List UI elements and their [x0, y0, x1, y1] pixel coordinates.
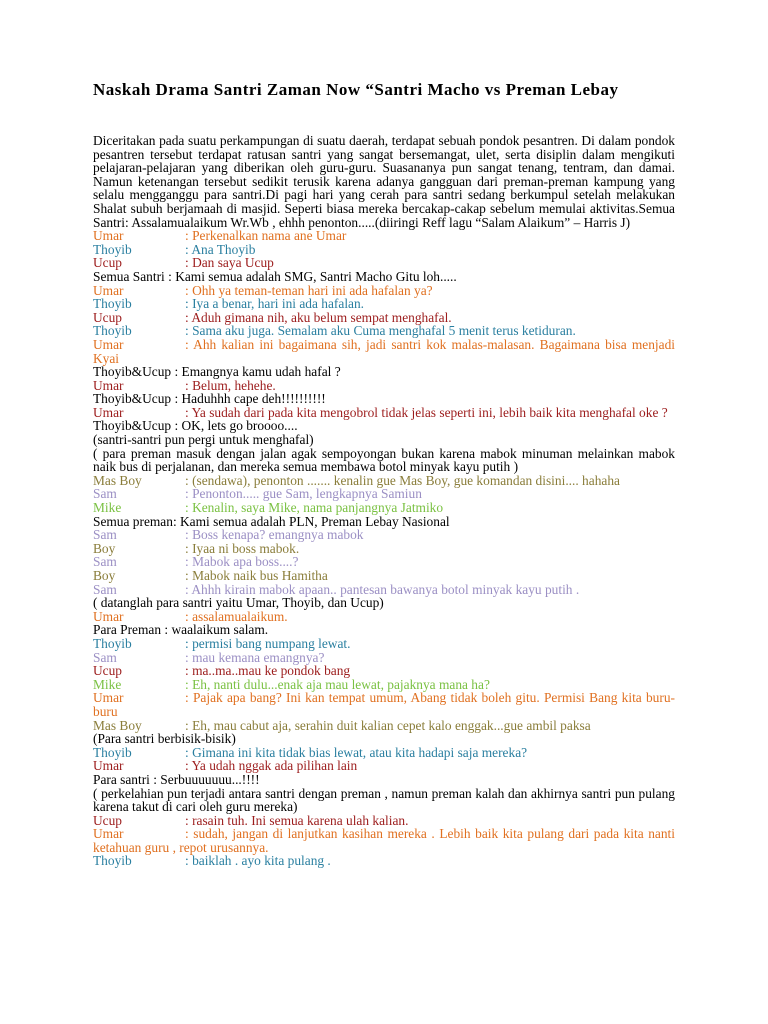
speaker-name: Mas Boy: [93, 717, 142, 733]
narration-line: ( datanglah para santri yaitu Umar, Thoyib, dan Ucup): [93, 595, 384, 611]
intro-paragraph: Diceritakan pada suatu perkampungan di suatu daerah, terdapat sebuah pondok pesantren. Di dalam pondok pesantren tersebut terdapat ratusan santri yang sangat bersemangat, ulet, serta disiplin dalam mengikuti pelajaran-pelajaran yang diberikan oleh guru-guru. Suasananya pun sangat tenang, tentram, dan damai. Namun ketenangan tersebut sedikit terusik karena adanya gangguan dari preman-preman kampung yang selalu mengganggu para santri.Di pagi hari yang cerah para santri sedang berkumpul setelah melakukan Shalat subuh berjamaah di masjid. Seperti biasa mereka bercakap-cakap sebelum memulai aktivitas.Semua Santri: Assalamualaikum Wr.Wb , ehhh penonton.....(diiringi Reff lagu “Salam Alaikum” – Harris J): [93, 133, 675, 230]
speaker-name: Thoyib: [93, 323, 132, 339]
dialogue-text: : Ya udah nggak ada pilihan lain: [185, 758, 358, 774]
dialogue-text: : ma..ma..mau ke pondok bang: [185, 663, 351, 679]
dialogue-text: : (sendawa), penonton ....... kenalin gue Mas Boy, gue komandan disini.... hahaha: [185, 472, 620, 488]
dialogue-line: [93, 542, 675, 556]
dialogue-text: : Ohh ya teman-teman hari ini ada hafalan ya?: [185, 282, 433, 298]
speaker-name: Thoyib: [93, 241, 132, 257]
dialogue-text: : assalamualaikum.: [185, 608, 288, 624]
dialogue-line: [93, 406, 675, 420]
dialogue-text: : Ahhh kirain mabok apaan.. pantesan bawanya botol minyak kayu putih .: [185, 581, 580, 597]
dialogue-line: [93, 814, 675, 828]
speaker-name: Mas Boy: [93, 472, 142, 488]
speaker-name: Sam: [93, 554, 117, 570]
speaker-name: Umar: [93, 282, 124, 298]
speaker-name: Ucup: [93, 309, 123, 325]
speaker-name: Ucup: [93, 663, 123, 679]
dialogue-text: : sudah, jangan di lanjutkan kasihan mereka . Lebih baik kita pulang dari pada kita nanti ketahuan guru , repot urusannya.: [93, 826, 675, 855]
speaker-name: Umar: [93, 690, 124, 706]
dialogue-text: : Ana Thoyib: [185, 241, 256, 257]
speaker-name: Ucup: [93, 812, 123, 828]
dialogue-text: : Sama aku juga. Semalam aku Cuma menghafal 5 menit terus ketiduran.: [185, 323, 576, 339]
dialogue-line: [93, 746, 675, 760]
dialogue-line: [93, 487, 675, 501]
dialogue-line: [93, 691, 675, 718]
dialogue-text: : Penonton..... gue Sam, lengkapnya Samiun: [185, 486, 422, 502]
dialogue-text: : Kenalin, saya Mike, nama panjangnya Jatmiko: [185, 500, 444, 516]
speaker-name: Sam: [93, 486, 117, 502]
speaker-name: Thoyib: [93, 853, 132, 869]
dialogue-line: [93, 569, 675, 583]
dialogue-text: : Ya sudah dari pada kita mengobrol tidak jelas seperti ini, lebih baik kita menghafal oke ?: [185, 404, 668, 420]
dialogue-text: : Boss kenapa? emangnya mabok: [185, 527, 364, 543]
dialogue-line: [93, 474, 675, 488]
speaker-name: Umar: [93, 608, 124, 624]
dialogue-line: [93, 610, 675, 624]
speaker-name: Umar: [93, 228, 124, 244]
dialogue-line: [93, 759, 675, 773]
dialogue-line: [93, 664, 675, 678]
dialogue-text: : rasain tuh. Ini semua karena ulah kalian.: [185, 812, 409, 828]
script-body: [93, 134, 675, 868]
dialogue-line: [93, 243, 675, 257]
dialogue-line: [93, 528, 675, 542]
dialogue-line: [93, 583, 675, 597]
speaker-name: Umar: [93, 826, 124, 842]
narration-line: Para Preman : waalaikum salam.: [93, 622, 269, 638]
dialogue-line: [93, 501, 675, 515]
narration-line: Semua Santri : Kami semua adalah SMG, Santri Macho Gitu loh.....: [93, 268, 457, 284]
dialogue-text: : Perkenalkan nama ane Umar: [185, 228, 347, 244]
speaker-name: Sam: [93, 649, 117, 665]
speaker-name: Boy: [93, 568, 116, 583]
dialogue-line: [93, 379, 675, 393]
dialogue-text: : Ahh kalian ini bagaimana sih, jadi santri kok malas-malasan. Bagaimana bisa menjadi Kyai: [93, 336, 675, 366]
dialogue-text: : Dan saya Ucup: [185, 255, 274, 271]
dialogue-line: [93, 555, 675, 569]
dialogue-text: : Aduh gimana nih, aku belum sempat menghafal.: [185, 309, 452, 325]
speaker-name: Thoyib: [93, 296, 132, 312]
dialogue-text: : Pajak apa bang? Ini kan tempat umum, Abang tidak boleh gitu. Permisi Bang kita buru-buru: [93, 690, 675, 719]
dialogue-text: : Eh, nanti dulu...enak aja mau lewat, pajaknya mana ha?: [185, 676, 490, 692]
dialogue-line: [93, 719, 675, 733]
dialogue-line: [93, 324, 675, 338]
dialogue-text: : Gimana ini kita tidak bias lewat, atau kita hadapi saja mereka?: [185, 744, 528, 760]
speaker-name: Mike: [93, 500, 122, 516]
dialogue-line: [93, 256, 675, 270]
dialogue-line: [93, 311, 675, 325]
stage-direction: ( perkelahian pun terjadi antara santri dengan preman , namun preman kalah dan akhirnya santri pun pulang karena takut di cari oleh guru mereka): [93, 785, 675, 815]
narration-line: Thoyib&Ucup : OK, lets go broooo....: [93, 418, 298, 434]
page-title: Naskah Drama Santri Zaman Now “Santri Macho vs Preman Lebay: [93, 80, 619, 99]
narration-line: Para santri : Serbuuuuuuu...!!!!: [93, 771, 260, 787]
narration-line: (santri-santri pun pergi untuk menghafal): [93, 432, 314, 448]
speaker-name: Sam: [93, 581, 117, 597]
dialogue-text: : Iya a benar, hari ini ada hafalan.: [185, 296, 365, 312]
speaker-name: Mike: [93, 676, 122, 692]
dialogue-text: : Mabok naik bus Hamitha: [185, 568, 328, 583]
dialogue-line: [93, 651, 675, 665]
stage-direction: ( para preman masuk dengan jalan agak sempoyongan bukan karena mabok minuman melainkan mabok naik bus di perjalanan, dan mereka semua membawa botol minyak kayu putih ): [93, 445, 675, 475]
dialogue-line: [93, 678, 675, 692]
narration-line: Semua preman: Kami semua adalah PLN, Preman Lebay Nasional: [93, 513, 450, 529]
speaker-name: Ucup: [93, 255, 123, 271]
narration-line: Thoyib&Ucup : Haduhhh cape deh!!!!!!!!!!: [93, 391, 326, 407]
speaker-name: Umar: [93, 377, 124, 393]
speaker-name: Umar: [93, 336, 124, 352]
dialogue-line: [93, 297, 675, 311]
dialogue-line: [93, 284, 675, 298]
narration-line: Thoyib&Ucup : Emangnya kamu udah hafal ?: [93, 364, 341, 380]
dialogue-line: [93, 338, 675, 365]
narration-line: (Para santri berbisik-bisik): [93, 731, 236, 747]
speaker-name: Thoyib: [93, 744, 132, 760]
dialogue-line: [93, 854, 675, 868]
dialogue-text: : Eh, mau cabut aja, serahin duit kalian cepet kalo enggak...gue ambil paksa: [185, 717, 591, 733]
speaker-name: Sam: [93, 527, 117, 543]
speaker-name: Umar: [93, 758, 124, 774]
dialogue-text: : permisi bang numpang lewat.: [185, 635, 351, 651]
dialogue-text: : baiklah . ayo kita pulang .: [185, 853, 331, 869]
speaker-name: Boy: [93, 540, 116, 556]
dialogue-line: [93, 637, 675, 651]
speaker-name: Thoyib: [93, 635, 132, 651]
dialogue-text: : Belum, hehehe.: [185, 377, 276, 393]
dialogue-line: [93, 229, 675, 243]
speaker-name: Umar: [93, 404, 124, 420]
dialogue-text: : Iyaa ni boss mabok.: [185, 540, 300, 556]
dialogue-text: : Mabok apa boss....?: [185, 554, 299, 570]
dialogue-text: : mau kemana emangnya?: [185, 649, 325, 665]
dialogue-line: [93, 827, 675, 854]
